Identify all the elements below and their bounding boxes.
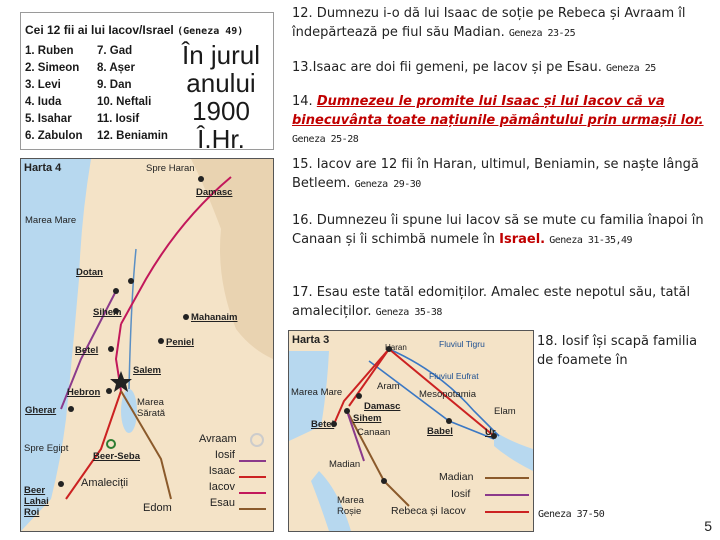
legend-label: Iacov	[208, 481, 235, 493]
paragraph-15	[292, 155, 712, 194]
map-label: Mahanaim	[191, 312, 238, 323]
map-label: Spre Egipt	[24, 443, 69, 454]
map-3-title: Harta 3	[292, 334, 330, 346]
map-label: Haran	[385, 343, 407, 352]
persian-gulf	[494, 431, 533, 471]
scripture-ref: Geneza 37-50	[538, 509, 605, 520]
map-label-line: Roi	[24, 507, 40, 518]
legend-label: Avraam	[199, 433, 237, 445]
paragraph-13	[292, 58, 712, 78]
map-label: Ur	[485, 427, 496, 438]
scripture-ref: Geneza 35-38	[375, 307, 442, 318]
map-label: Madian	[439, 471, 474, 483]
map-label-line: Lahai	[24, 496, 49, 507]
legend-label: Isaac	[208, 465, 235, 477]
son-item: 8. Așer	[97, 62, 135, 74]
legend-label: Iosif	[214, 449, 235, 461]
map-label: Babel	[427, 426, 453, 437]
map-label-line: Beer	[24, 485, 46, 496]
map-4-title: Harta 4	[24, 162, 62, 174]
map-label: Marea Mare	[25, 215, 77, 226]
map-3	[288, 330, 534, 532]
paragraph-14	[292, 92, 716, 149]
map-label: Amaleciții	[81, 477, 129, 489]
sons-col-1	[25, 43, 83, 145]
city-dot	[356, 393, 362, 399]
city-dot	[183, 314, 189, 320]
son-item: 5. Isahar	[25, 113, 72, 125]
map-label: Iosif	[451, 488, 471, 500]
city-dot	[113, 288, 119, 294]
paragraph-18-ref	[538, 504, 638, 524]
scripture-ref: Geneza 25	[606, 63, 656, 74]
map-label: Canaan	[357, 427, 391, 438]
map-label: Sihem	[93, 307, 122, 318]
scripture-ref: Geneza 23-25	[508, 28, 576, 39]
city-ring	[107, 440, 115, 448]
scripture-ref: Geneza 31-35,49	[549, 235, 633, 246]
map-label-line: Roșie	[337, 506, 362, 517]
page-number: 5	[704, 518, 712, 534]
legend-avraam-ring	[251, 434, 263, 446]
city-dot	[128, 278, 134, 284]
map-label: Marea	[137, 397, 164, 408]
paragraph-number: 14.	[292, 94, 313, 109]
sons-title-text: Cei 12 fii ai lui Iacov/Israel	[25, 23, 174, 37]
map-label: Hebron	[67, 387, 101, 398]
legend-label: Esau	[209, 497, 235, 509]
paragraph-18	[537, 332, 707, 370]
map-label: Spre Haran	[146, 163, 195, 174]
paragraph-12	[292, 4, 712, 43]
map-label: Gherar	[25, 405, 57, 416]
year-line: În jurul	[181, 40, 261, 70]
year-line: anului	[186, 68, 256, 98]
sons-col-2	[97, 43, 168, 145]
map-label: Fluviul Tigru	[439, 339, 485, 349]
son-item: 6. Zabulon	[25, 130, 83, 142]
son-item: 3. Levi	[25, 79, 61, 91]
map-label: Elam	[494, 406, 516, 417]
son-item: 11. Iosif	[97, 113, 140, 125]
israel-highlight: Israel.	[499, 232, 546, 247]
year-line: 1900 Î.Hr.	[192, 96, 250, 154]
son-item: 7. Gad	[97, 45, 133, 57]
map-label: Rebeca și Iacov	[391, 505, 466, 517]
year-text	[171, 41, 271, 153]
route-line	[349, 349, 389, 406]
map-label: Edom	[143, 502, 172, 514]
map-label-red-sea	[337, 495, 364, 517]
city-dot	[344, 408, 350, 414]
map-label: Madian	[329, 459, 361, 470]
map-4-legend	[199, 431, 235, 511]
scripture-ref: Geneza 29-30	[354, 179, 421, 190]
promise-text: Dumnezeu le promite lui Isaac și lui Iacov că va binecuvânta toate națiunile pământului prin urmașii lor.	[292, 94, 704, 128]
paragraph-text: 17. Esau este tatăl edomiților. Amalec este nepotul său, tatăl amaleciților.	[292, 285, 691, 319]
map-label: Damasc	[364, 401, 401, 412]
city-dot	[158, 338, 164, 344]
city-dot	[446, 418, 452, 424]
son-item: 2. Simeon	[25, 62, 80, 74]
scripture-ref: Geneza 25-28	[292, 134, 359, 145]
son-item: 10. Neftali	[97, 96, 152, 108]
city-dot	[68, 406, 74, 412]
city-dot	[198, 176, 204, 182]
sons-box	[20, 12, 274, 154]
map-4	[20, 158, 274, 532]
city-dot	[106, 388, 112, 394]
son-item: 9. Dan	[97, 79, 132, 91]
paragraph-text: 18. Iosif își scapă familia de foamete în	[537, 334, 698, 368]
paragraph-text: 13.Isaac are doi fii gemeni, pe Iacov și pe Esau.	[292, 60, 602, 75]
map-label-beer-lahai-roi	[24, 485, 49, 518]
map-label: Betel	[311, 419, 335, 430]
son-item: 4. Iuda	[25, 96, 62, 108]
sons-title-ref: (Geneza 49)	[177, 26, 244, 37]
map-label-line: Marea	[337, 495, 364, 506]
map-label: Sihem	[353, 413, 382, 424]
paragraph-17	[292, 283, 712, 322]
map-label: Peniel	[166, 337, 194, 348]
city-dot	[58, 481, 64, 487]
city-dot	[108, 346, 114, 352]
son-item: 12. Beniamin	[97, 130, 168, 142]
city-dot	[381, 478, 387, 484]
son-item: 1. Ruben	[25, 45, 74, 57]
map-label: Damasc	[196, 187, 233, 198]
map-label: Betel	[75, 345, 99, 356]
map-label: Marea Mare	[291, 387, 343, 398]
map-label: Fluviul Eufrat	[429, 371, 479, 381]
map-label: Sărată	[137, 408, 165, 419]
paragraph-16	[292, 211, 712, 250]
paragraph-text: 16. Dumnezeu îi spune lui Iacov să se mute cu familia înapoi în Canaan și îi schimbă numele în	[292, 213, 704, 247]
map-label: Salem	[133, 365, 161, 376]
map-label: Dotan	[76, 267, 103, 278]
map-label: Mesopotamia	[419, 389, 477, 400]
map-3-legend-lines	[485, 471, 529, 521]
sons-title	[25, 23, 243, 37]
paragraph-text: 15. Iacov are 12 fii în Haran, ultimul, Beniamin, se naște lângă Betleem.	[292, 157, 699, 191]
paragraph-text: 12. Dumnezu i-o dă lui Isaac de soție pe Rebeca și Avraam îl îndepărtează pe fiul său Madian.	[292, 6, 686, 40]
map-label: Aram	[377, 381, 400, 392]
map-label: Beer-Seba	[93, 451, 140, 462]
